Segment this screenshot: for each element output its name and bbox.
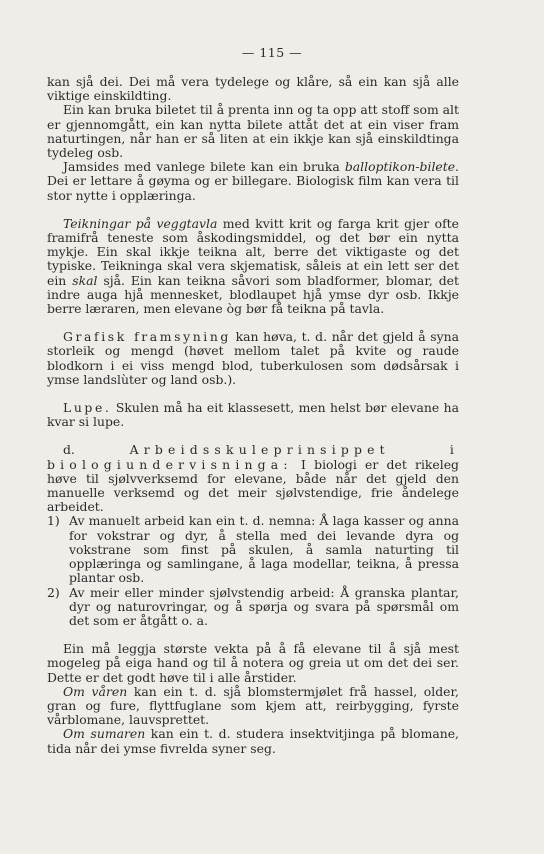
section-letter: d. bbox=[63, 442, 75, 458]
emphasis: Teikningar på veggtavla bbox=[63, 215, 218, 231]
list-number: 2) bbox=[47, 584, 60, 600]
paragraph: Om sumaren kan ein t. d. studera insektvitjinga på blomane, tida når dei ymse fivrelda syner seg. bbox=[47, 726, 459, 756]
list-text: Av meir eller minder sjølvstendig arbeid: Å granska plantar, dyr og naturovringar, og å spørja og svara på spørsmål om det som er åtgått o. a. bbox=[69, 584, 459, 628]
section-heading-paragraph: d. Arbeidsskuleprinsippet i biologiundervisninga: I biologi er det rikeleg høve til sjølvverksemd for elevane, både når det gjeld den manuelle verksemd og det meir sjølvstendige, frie åndelege arbeidet. bbox=[47, 442, 459, 515]
paragraph: Om våren kan ein t. d. sjå blomstermjølet frå hassel, older, gran og fure, flyttfuglane som kjem att, reirbygging, fyrste vårblomane, lauvsprettet. bbox=[47, 683, 459, 728]
emphasis: Om våren bbox=[63, 683, 128, 699]
emphasis: balloptikon-bilete. bbox=[344, 159, 459, 175]
list-item bbox=[47, 586, 459, 629]
paragraph: Teikningar på veggtavla med kvitt krit og farga krit gjer ofte framifrå teneste som åskodingsmiddel, og det bør ein nytta mykje. Ein skal ikkje teikna alt, berre det viktigaste og det typiske. Teikninga skal vera skjematisk, såleis at ein lett ser det ein skal sjå. Ein kan teikna såvori som bladformer, blomar, det indre auga hjå mennesket, blodlaupet hjå ymse dyr osb. Ikkje berre læraren, men elevane òg bør få teikna på tavla. bbox=[47, 215, 459, 317]
spaced-heading: Lupe. bbox=[63, 400, 112, 416]
body-text bbox=[47, 75, 459, 756]
spaced-heading: Arbeidsskuleprinsippet i biologiundervisninga: bbox=[47, 442, 459, 472]
page-number: — 115 — bbox=[241, 45, 303, 60]
paragraph: Ein kan bruka biletet til å prenta inn og ta opp att stoff som alt er gjennomgått, ein kan nytta bilete attåt det at ein viser fram naturtingen, når han er så liten at ein ikkje kan sjå einskildtinga tydeleg osb. bbox=[47, 102, 459, 161]
emphasis: Om sumaren bbox=[63, 726, 146, 742]
paragraph: kan sjå dei. Dei må vera tydelege og klåre, så ein kan sjå alle viktige einskildting. bbox=[47, 74, 459, 104]
paragraph: Ein må leggja største vekta på å få elevane til å sjå mest mogeleg på eiga hand og til å notera og greia ut om det dei ser. Dette er det godt høve til i alle årstider. bbox=[47, 641, 459, 685]
list-text: Av manuelt arbeid kan ein t. d. nemna: Å laga kasser og anna for vokstrar og dyr, å stella med dei levande dyra og vokstrane som finst på skulen, å samla naturting til opplæringa og samlingane, å laga modellar, teikna, å pressa plantar osb. bbox=[69, 513, 459, 586]
spaced-heading: Grafisk framsyning bbox=[63, 329, 231, 345]
emphasis: skal bbox=[72, 272, 98, 288]
paragraph: Grafisk framsyning kan høva, t. d. når det gjeld å syna storleik og mengd (høvet mellom talet på kvite og raude blodkorn i ei viss mengd blod, tuberkulosen som dødsårsak i ymse landslùter og land osb.). bbox=[47, 329, 459, 387]
paragraph: Jamsides med vanlege bilete kan ein bruka balloptikon-bilete. Dei er lettare å gøyma og er billegare. Biologisk film kan vera til stor nytte i opplæringa. bbox=[47, 159, 459, 203]
list-item bbox=[47, 514, 459, 585]
paragraph: Lupe. Skulen må ha eit klassesett, men helst bør elevane ha kvar si lupe. bbox=[47, 400, 459, 430]
list-number: 1) bbox=[47, 513, 60, 529]
